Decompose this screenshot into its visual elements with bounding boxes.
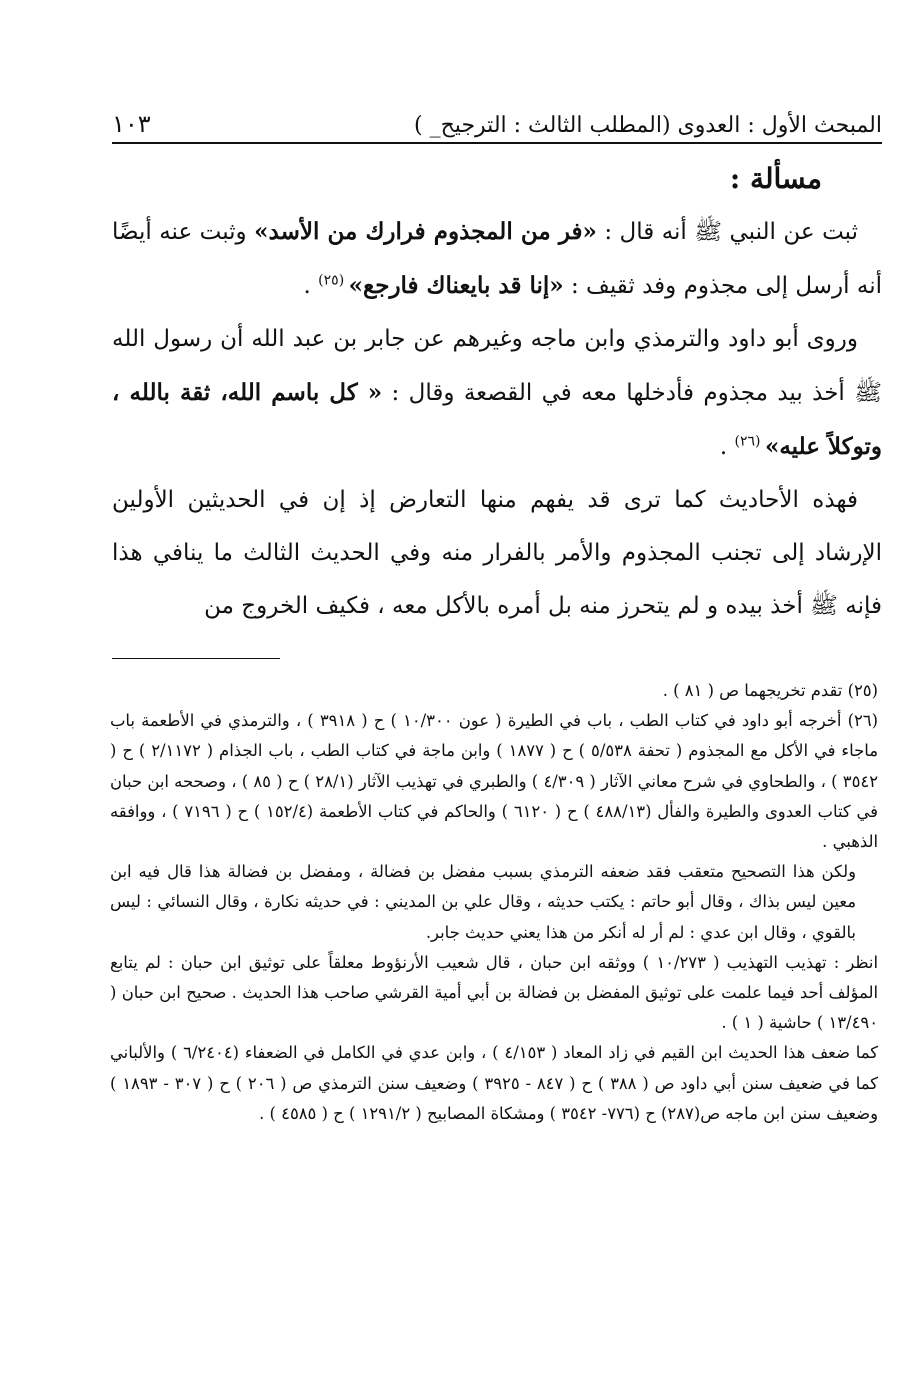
paragraph-2-end: . [719, 434, 735, 460]
paragraph-1-text-a: ثبت عن النبي ﷺ أنه قال : [596, 219, 858, 245]
paragraph-1-end: . [303, 273, 319, 299]
footnote-ref-25[interactable]: (٢٥) [318, 272, 349, 289]
paragraph-2 [112, 313, 882, 474]
running-header [112, 98, 882, 144]
footnote-25: (٢٥) تقدم تخريجهما ص ( ٨١ ) . [662, 681, 878, 700]
paragraph-1-text-b: وثبت عنه أيضًا أنه أرسل إلى مجذوم وفد ثقيف : [112, 219, 882, 299]
footnote-ref-26[interactable]: (٢٦) [734, 433, 765, 450]
hadith-quote-3: « كل باسم الله، ثقة بالله ، وتوكلاً عليه» [112, 379, 882, 460]
paragraph-1 [112, 205, 882, 313]
footnote-26-note-2: انظر : تهذيب التهذيب ( ١٠/٢٧٣ ) ووثقه ابن حبان ، قال شعيب الأرنؤوط معلقاً على توثيق ابن حبان : لم يتابع المؤلف أحد فيما علمت على توثيق المفضل بن فضالة بن أبي أمية القرشي صاحب هذا الحديث . صحيح ابن حبان ( ١٣/٤٩٠ ) حاشية ( ١ ) . [110, 952, 878, 1033]
hadith-quote-1: «فر من المجذوم فرارك من الأسد» [254, 218, 597, 245]
main-text [112, 205, 882, 633]
footnote-divider [112, 658, 280, 659]
header-title: المبحث الأول : العدوى (المطلب الثالث : الترجيح_ ) [414, 113, 882, 138]
paragraph-3: فهذه الأحاديث كما ترى قد يفهم منها التعارض إذ إن في الحديثين الأولين الإرشاد إلى تجنب المجذوم والأمر بالفرار منه وفي الحديث الثالث ما ينافي هذا فإنه ﷺ أخذ بيده و لم يتحرز منه بل أمره بالأكل معه ، فكيف الخروج من [112, 487, 882, 619]
section-title: مسألة : [729, 162, 822, 195]
footnotes [110, 676, 878, 1129]
page-number: ١٠٣ [112, 110, 151, 138]
hadith-quote-2: «إنا قد بايعناك فارجع» [348, 272, 564, 299]
footnote-26: (٢٦) أخرجه أبو داود في كتاب الطب ، باب في الطيرة ( عون ١٠/٣٠٠ ) ح ( ٣٩١٨ ) ، والترمذي في الأطعمة باب ماجاء في الأكل مع المجذوم ( تحفة ٥/٥٣٨ ) ح ( ١٨٧٧ ) وابن ماجة في كتاب الطب ، باب الجذام ( ٢/١١٧٢ ) ح ( ٣٥٤٢ ) ، والطحاوي في شرح معاني الآثار ( ٤/٣٠٩ ) والطبري في تهذيب الآثار (٢٨/١ ) ح ( ٨٥ ) ، وصححه ابن حبان في كتاب العدوى والطيرة والفأل (٤٨٨/١٣ ) ح ( ٦١٢٠ ) والحاكم في كتاب الأطعمة (١٥٢/٤ ) ح ( ٧١٩٦ ) ، ووافقه الذهبي . [110, 711, 878, 852]
footnote-26-note-1: ولكن هذا التصحيح متعقب فقد ضعفه الترمذي بسبب مفضل بن فضالة ، ومفضل بن فضالة هذا قال فيه ابن معين ليس بذاك ، وقال أبو حاتم : يكتب حديثه ، وقال علي بن المديني : في حديثه نكارة ، وقال النسائي : ليس بالقوي ، وقال ابن عدي : لم أر له أنكر من هذا يعني حديث جابر. [110, 862, 856, 942]
paragraph-2-text-a: وروى أبو داود والترمذي وابن ماجه وغيرهم عن جابر بن عبد الله أن رسول الله ﷺ أخذ بيد مجذوم فأدخلها معه في القصعة وقال : [112, 326, 882, 406]
footnote-26-note-3: كما ضعف هذا الحديث ابن القيم في زاد المعاد ( ٤/١٥٣ ) ، وابن عدي في الكامل في الضعفاء (٦/٢٤٠٤ ) والألباني كما في ضعيف سنن أبي داود ص ( ٣٨٨ ) ح ( ٨٤٧ - ٣٩٢٥ ) وضعيف سنن الترمذي ص ( ٢٠٦ ) ح ( ٣٠٧ - ١٨٩٣ ) وضعيف سنن ابن ماجه ص(٢٨٧) ح (٧٧٦- ٣٥٤٢ ) ومشكاة المصابيح ( ١٢٩١/٢ ) ح ( ٤٥٨٥ ) . [110, 1043, 878, 1123]
